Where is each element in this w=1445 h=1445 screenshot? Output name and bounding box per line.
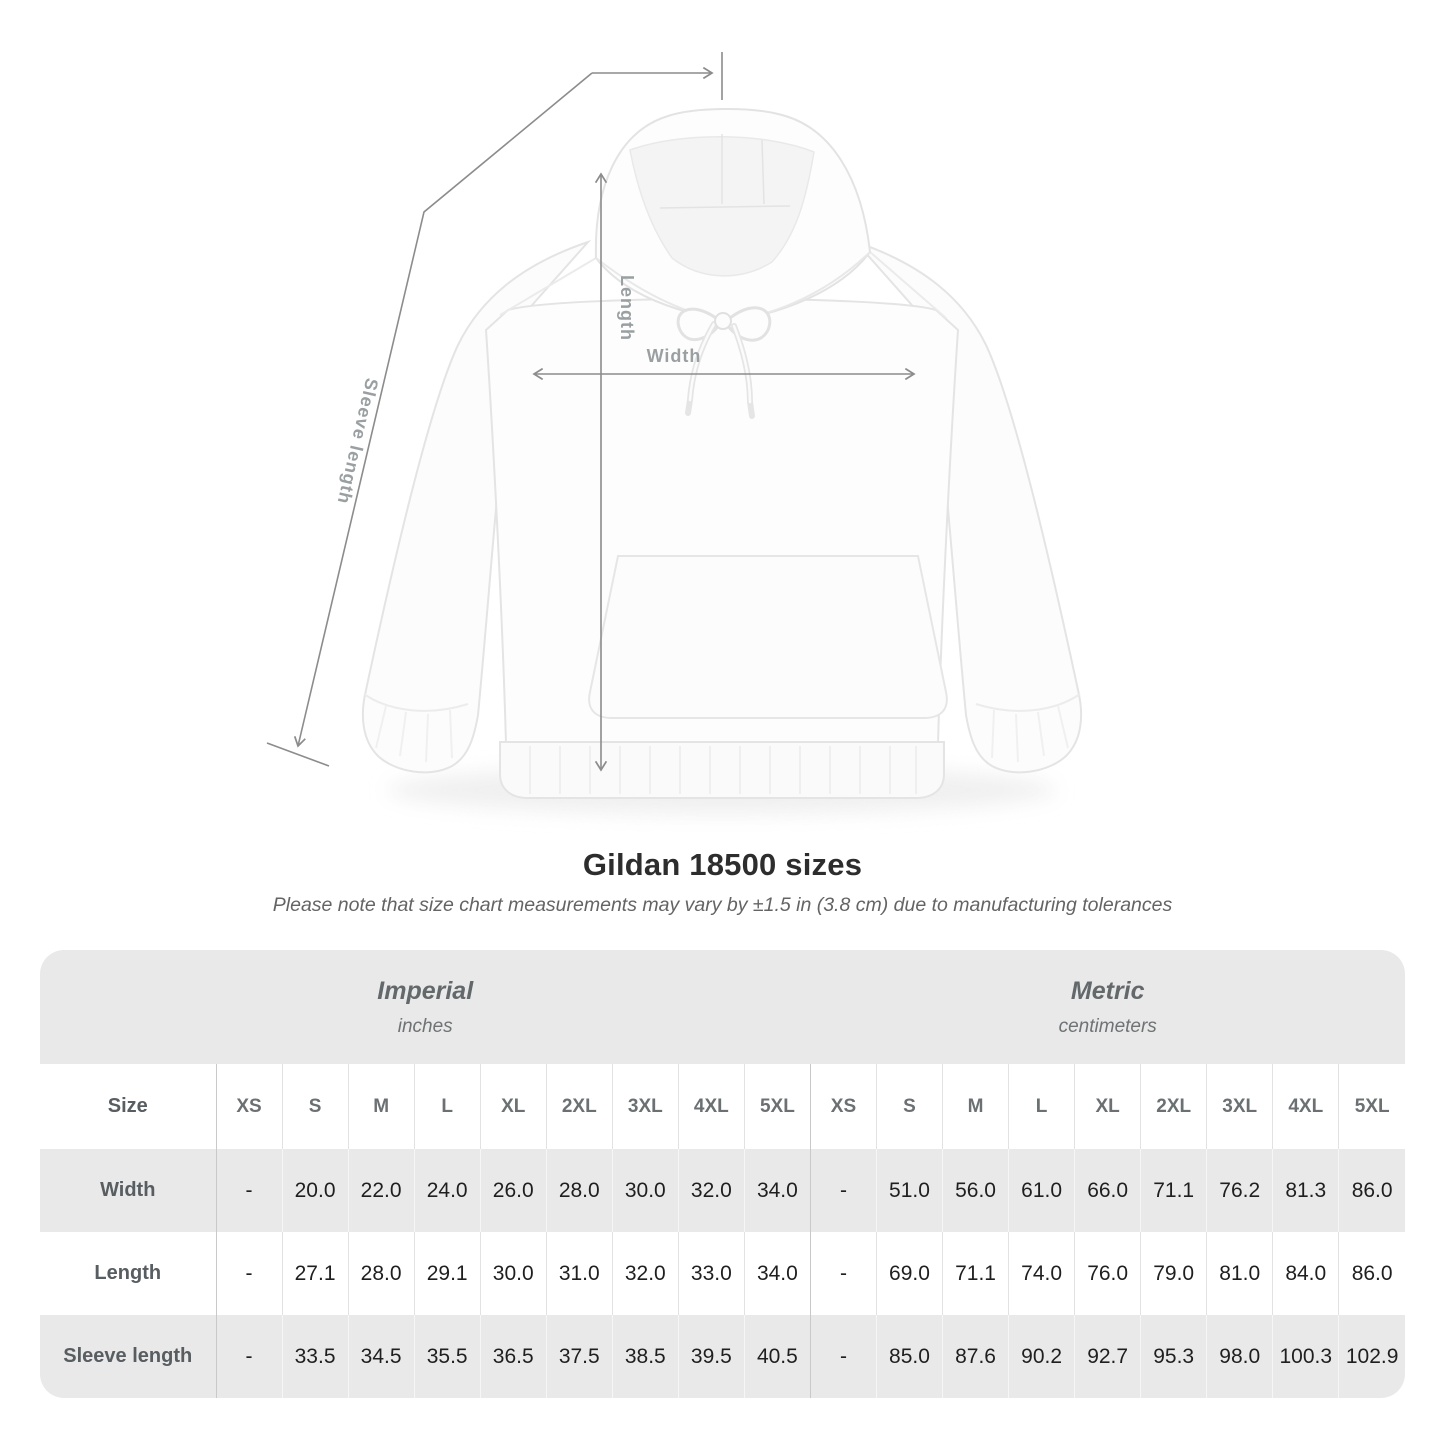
- sleeve-length-label: Sleeve length: [333, 376, 383, 507]
- measurement-cell: 71.1: [943, 1232, 1009, 1315]
- measurement-cell: 95.3: [1141, 1315, 1207, 1398]
- measurement-cell: 98.0: [1207, 1315, 1273, 1398]
- imperial-group-header: [40, 950, 810, 1064]
- imperial-label: Imperial: [377, 976, 474, 1005]
- measurement-cell: 76.0: [1075, 1232, 1141, 1315]
- size-header-row: [40, 1064, 1405, 1149]
- measurement-cell: 34.0: [744, 1232, 810, 1315]
- measurement-cell: 40.5: [744, 1315, 810, 1398]
- measurement-cell: 28.0: [348, 1232, 414, 1315]
- measurement-cell: 34.0: [744, 1149, 810, 1232]
- row-label: Sleeve length: [40, 1315, 216, 1398]
- size-col-imperial-2xl: 2XL: [546, 1064, 612, 1149]
- measurement-cell: 30.0: [612, 1149, 678, 1232]
- measurement-cell: 100.3: [1273, 1315, 1339, 1398]
- size-col-metric-xl: XL: [1075, 1064, 1141, 1149]
- measurement-cell: 32.0: [678, 1149, 744, 1232]
- table-row: [40, 1232, 1405, 1315]
- measurement-cell: 28.0: [546, 1149, 612, 1232]
- measurement-cell: 79.0: [1141, 1232, 1207, 1315]
- measurement-cell: 87.6: [943, 1315, 1009, 1398]
- measurement-cell: 39.5: [678, 1315, 744, 1398]
- size-col-imperial-xs: XS: [216, 1064, 282, 1149]
- size-col-imperial-4xl: 4XL: [678, 1064, 744, 1149]
- measurement-cell: 69.0: [876, 1232, 942, 1315]
- row-label: Width: [40, 1149, 216, 1232]
- metric-label: Metric: [1070, 976, 1145, 1005]
- size-col-imperial-m: M: [348, 1064, 414, 1149]
- size-col-metric-3xl: 3XL: [1207, 1064, 1273, 1149]
- measurement-cell: 37.5: [546, 1315, 612, 1398]
- size-col-metric-4xl: 4XL: [1273, 1064, 1339, 1149]
- measurement-cell: 38.5: [612, 1315, 678, 1398]
- size-col-metric-l: L: [1009, 1064, 1075, 1149]
- tolerance-note: Please note that size chart measurements may vary by ±1.5 in (3.8 cm) due to manufacturing tolerances: [272, 894, 1173, 916]
- page-title: Gildan 18500 sizes: [582, 847, 863, 882]
- measurement-cell: 35.5: [414, 1315, 480, 1398]
- measurement-cell: 51.0: [876, 1149, 942, 1232]
- measurement-cell: -: [810, 1149, 876, 1232]
- table-row: [40, 1315, 1405, 1398]
- unit-group-row: [40, 950, 1405, 1064]
- measurement-cell: 27.1: [282, 1232, 348, 1315]
- size-col-metric-2xl: 2XL: [1141, 1064, 1207, 1149]
- measurement-cell: 24.0: [414, 1149, 480, 1232]
- measurement-cell: 86.0: [1339, 1149, 1405, 1232]
- measurement-cell: 33.0: [678, 1232, 744, 1315]
- measurement-cell: 85.0: [876, 1315, 942, 1398]
- table-row: [40, 1149, 1405, 1232]
- measurement-cell: 102.9: [1339, 1315, 1405, 1398]
- length-label: Length: [617, 275, 637, 341]
- measurement-cell: 81.0: [1207, 1232, 1273, 1315]
- measurement-cell: -: [216, 1315, 282, 1398]
- measurement-cell: 84.0: [1273, 1232, 1339, 1315]
- measurement-cell: 92.7: [1075, 1315, 1141, 1398]
- measurement-cell: 32.0: [612, 1232, 678, 1315]
- measurement-cell: 56.0: [943, 1149, 1009, 1232]
- measurement-cell: 81.3: [1273, 1149, 1339, 1232]
- measurement-cell: 31.0: [546, 1232, 612, 1315]
- measurement-cell: -: [216, 1232, 282, 1315]
- size-col-imperial-l: L: [414, 1064, 480, 1149]
- measurement-cell: -: [810, 1315, 876, 1398]
- hoodie-illustration: [363, 109, 1081, 814]
- measurement-cell: 36.5: [480, 1315, 546, 1398]
- size-table: [40, 950, 1405, 1398]
- sleeve-end-tick: [267, 743, 329, 766]
- hem-band: [500, 742, 944, 798]
- size-col-imperial-3xl: 3XL: [612, 1064, 678, 1149]
- measurement-cell: 30.0: [480, 1232, 546, 1315]
- kangaroo-pocket: [589, 556, 947, 718]
- imperial-unit: inches: [397, 1015, 453, 1037]
- measurement-cell: 76.2: [1207, 1149, 1273, 1232]
- width-label: Width: [646, 346, 702, 366]
- measurement-cell: 66.0: [1075, 1149, 1141, 1232]
- measurement-cell: 34.5: [348, 1315, 414, 1398]
- measurement-cell: 22.0: [348, 1149, 414, 1232]
- row-label: Length: [40, 1232, 216, 1315]
- measurement-cell: 90.2: [1009, 1315, 1075, 1398]
- metric-group-header: [810, 950, 1405, 1064]
- measurement-cell: 61.0: [1009, 1149, 1075, 1232]
- measurement-cell: 33.5: [282, 1315, 348, 1398]
- size-col-imperial-s: S: [282, 1064, 348, 1149]
- measurement-cell: -: [810, 1232, 876, 1315]
- size-col-metric-s: S: [876, 1064, 942, 1149]
- size-table-grid: [40, 950, 1405, 1398]
- measurement-cell: 86.0: [1339, 1232, 1405, 1315]
- measurement-cell: -: [216, 1149, 282, 1232]
- size-col-metric-m: M: [943, 1064, 1009, 1149]
- measurement-cell: 74.0: [1009, 1232, 1075, 1315]
- measurement-cell: 26.0: [480, 1149, 546, 1232]
- size-col-imperial-xl: XL: [480, 1064, 546, 1149]
- size-col-imperial-5xl: 5XL: [744, 1064, 810, 1149]
- size-col-metric-xs: XS: [810, 1064, 876, 1149]
- measurement-cell: 29.1: [414, 1232, 480, 1315]
- measurement-cell: 71.1: [1141, 1149, 1207, 1232]
- metric-unit: centimeters: [1058, 1015, 1157, 1037]
- size-header: Size: [40, 1064, 216, 1149]
- size-col-metric-5xl: 5XL: [1339, 1064, 1405, 1149]
- measurement-cell: 20.0: [282, 1149, 348, 1232]
